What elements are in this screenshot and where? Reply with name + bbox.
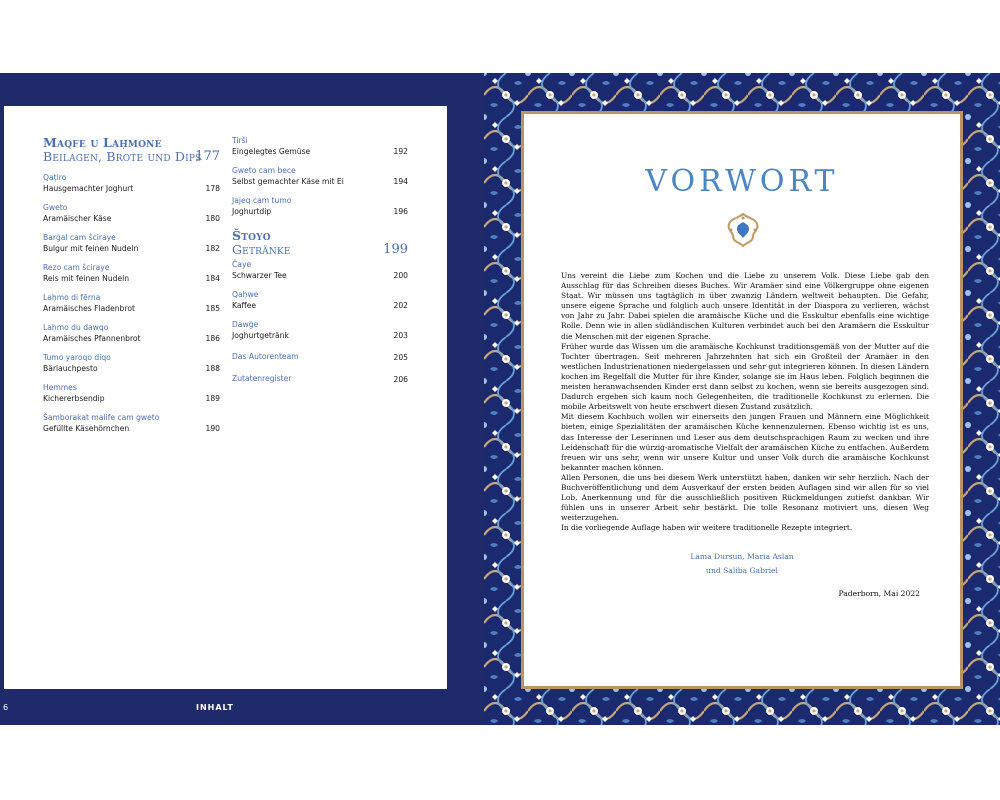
- entry-title-german: Kichererbsendip: [43, 394, 105, 403]
- entry-page-number: 178: [205, 184, 220, 193]
- entry-title-german: Eingelegtes Gemüse: [232, 147, 311, 156]
- entry-title-german: Schwarzer Tee: [232, 271, 287, 280]
- entry-page-number: 186: [205, 334, 220, 343]
- entry-title-aramaic: Laḥmo du dawqo: [43, 323, 109, 332]
- entry-page-number: 184: [205, 274, 220, 283]
- preface-text: [561, 271, 929, 533]
- toc-section-heading: [232, 229, 408, 257]
- entry-page-number: 200: [393, 271, 408, 280]
- toc-entry[interactable]: [232, 166, 408, 187]
- toc-entry-list: [232, 136, 408, 217]
- entry-title-aramaic: Qaḥwe: [232, 290, 259, 299]
- entry-title-aramaic: Barġal cam ŝciraye: [43, 233, 116, 242]
- entry-title-german: Kaffee: [232, 301, 257, 310]
- section-title-aramaic: Maqfe u Laḥmone: [43, 135, 162, 150]
- entry-title-german: Reis mit feinen Nudeln: [43, 274, 130, 283]
- entry-page-number: 196: [393, 207, 408, 216]
- toc-entry[interactable]: [43, 233, 220, 254]
- toc-entry[interactable]: [232, 136, 408, 157]
- toc-column-1: [43, 136, 220, 434]
- preface-paragraph: Früher wurde das Wissen um die aramäische Kochkunst traditionsgemäß von der Mutter auf die Tochter übertragen. Seit mehreren Jahrzehnten hat sich ein Großteil der Aramäer in den westlichen Industrienationen niedergelassen und sehr gut integrieren können. In diesen Ländern kochen im Regelfall die Mutter für ihre Kinder, solange sie im Haus leben. Folglich beginnen die meisten heranwachsenden Kinder erst dann selbst zu kochen, wenn sie bereits ausgezogen sind. Dadurch ergeben sich kaum noch Gelegenheiten, die traditionelle Kochkunst zu erlernen. Die mobile Arbeitswelt von heute erschwert diesen Zustand zusätzlich.: [561, 341, 929, 412]
- section-title-german: Getränke: [232, 242, 291, 257]
- entry-title-german: Aramäisches Fladenbrot: [43, 304, 135, 313]
- entry-page-number: 188: [205, 364, 220, 373]
- toc-entry-list: [43, 173, 220, 434]
- entry-title-german: Hausgemachter Joghurt: [43, 184, 134, 193]
- entry-title-aramaic: Rezo cam ŝciraye: [43, 263, 110, 272]
- entry-title-aramaic: Gweto cam bece: [232, 166, 296, 175]
- entry-title-german: Bärlauchpesto: [43, 364, 98, 373]
- preface-paragraph: In die vorliegende Auflage haben wir weitere traditionelle Rezepte integriert.: [561, 523, 853, 533]
- entry-page-number: 189: [205, 394, 220, 403]
- section-page-number: 199: [383, 242, 408, 257]
- toc-entry[interactable]: [43, 383, 220, 404]
- entry-page-number: 206: [393, 375, 408, 384]
- entry-title-german: Aramäisches Pfannenbrot: [43, 334, 141, 343]
- entry-title-aramaic: Dawġe: [232, 320, 259, 329]
- place-date: Paderborn, Mai 2022: [838, 589, 920, 598]
- entry-title-german: Aramäischer Käse: [43, 214, 112, 223]
- entry-page-number: 182: [205, 244, 220, 253]
- section-page-number: 177: [195, 149, 220, 164]
- entry-title-aramaic: Tirši: [232, 136, 248, 145]
- toc-section-heading: [43, 136, 220, 164]
- authors-line-1: Lama Dursun, Maria Aslan: [690, 552, 794, 561]
- toc-entry[interactable]: [43, 173, 220, 194]
- entry-page-number: 190: [205, 424, 220, 433]
- entry-page-number: 192: [393, 147, 408, 156]
- toc-entry-list: [232, 260, 408, 341]
- preface-paragraph: Allen Personen, die uns bei diesem Werk unterstützt haben, danken wir sehr herzlich. Nach der Buchveröffentlichung und dem Ausverkauf der ersten beiden Auflagen sind wir allen für so viel Lob, Anerkennung und für die ausschließlich positiven Rückmeldungen zutiefst dankbar. Wir fühlen uns in unserer Arbeit sehr bestärkt. Die tolle Resonanz motiviert uns, diesen Weg weiterzugehen.: [561, 472, 929, 523]
- authors: [524, 550, 960, 578]
- table-of-contents: [4, 106, 447, 689]
- entry-title-aramaic: Qaṭiro: [43, 173, 67, 182]
- entry-title-aramaic: Hemmes: [43, 383, 77, 392]
- toc-entry[interactable]: [43, 293, 220, 314]
- section-title-german: Beilagen, Brote und Dips: [43, 149, 202, 164]
- toc-entry[interactable]: [232, 373, 408, 385]
- entry-page-number: 203: [393, 331, 408, 340]
- entry-page-number: 180: [205, 214, 220, 223]
- toc-entry[interactable]: [43, 323, 220, 344]
- entry-title: Das Autorenteam: [232, 352, 299, 361]
- toc-entry[interactable]: [232, 351, 408, 363]
- preface-title: VORWORT: [645, 164, 839, 199]
- toc-entry[interactable]: [232, 320, 408, 341]
- entry-title-aramaic: Jajeq cam tumo: [232, 196, 292, 205]
- left-page-background: [0, 73, 484, 725]
- entry-title: Zutatenregister: [232, 374, 292, 383]
- entry-page-number: 205: [393, 353, 408, 362]
- toc-column-2: [232, 136, 408, 385]
- entry-title-aramaic: Čaye: [232, 260, 252, 269]
- entry-title-german: Selbst gemachter Käse mit Ei: [232, 177, 344, 186]
- preface-paragraph: Uns vereint die Liebe zum Kochen und die Liebe zu unserem Volk. Diese Liebe gab den Ausschlag für das Schreiben dieses Buches. Wir Aramäer sind eine Völkergruppe ohne eigenen Staat. Wir müssen uns tagtäglich in über zwanzig Ländern weltweit behaupten. Die Gefahr, unsere eigene Sprache und folglich auch unsere Identität in der Diaspora zu verlieren, wächst von Jahr zu Jahr. Dabei spielen die aramäische Küche und die Esskultur ebenfalls eine wichtige Rolle. Denn wie in allen südländischen Kulturen verbindet auch bei den Aramäern die Esskultur die Menschen mit der eigenen Sprache.: [561, 271, 929, 341]
- entry-title-german: Joghurtdip: [232, 207, 272, 216]
- preface-paragraph: Mit diesem Kochbuch wollen wir einerseits den jungen Frauen und Männern eine Möglichkeit bieten, einige Spezialitäten der aramäischen Küche kennenzulernen. Ebenso wichtig ist es uns, das Interesse der Leserinnen und Leser aus dem deutschsprachigen Raum zu wecken und ihre Leidenschaft für die würzig-aromatische Vielfalt der aramäischen Küche zu entfachen. Außerdem freuen wir uns sehr, wenn wir unsere Kultur und unser Volk durch die aramäische Kochkunst bekannter machen können.: [561, 412, 929, 472]
- entry-title-aramaic: Šamborakat malife cam gweto: [43, 413, 160, 422]
- toc-entry[interactable]: [43, 353, 220, 374]
- right-page-background: [484, 73, 1000, 725]
- entry-page-number: 202: [393, 301, 408, 310]
- arabesque-ornament-icon: [725, 212, 761, 248]
- page-number: 6: [3, 703, 9, 712]
- toc-extra-list: [232, 351, 408, 385]
- entry-title-german: Gefüllte Käsehörnchen: [43, 424, 130, 433]
- entry-title-aramaic: Tumo yaroqo diqo: [43, 353, 111, 362]
- authors-line-2: und Saliba Gabriel: [706, 566, 778, 575]
- toc-entry[interactable]: [43, 203, 220, 224]
- entry-page-number: 185: [205, 304, 220, 313]
- toc-entry[interactable]: [232, 260, 408, 281]
- entry-title-aramaic: Laḥmo di fērna: [43, 293, 101, 302]
- section-title-aramaic: Štoyo: [232, 228, 271, 243]
- toc-entry[interactable]: [232, 290, 408, 311]
- preface-card: [521, 111, 963, 689]
- running-head: INHALT: [196, 703, 234, 712]
- toc-entry[interactable]: [232, 196, 408, 217]
- entry-title-german: Bulgur mit feinen Nudeln: [43, 244, 139, 253]
- entry-title-german: Joghurtgetränk: [232, 331, 289, 340]
- entry-title-aramaic: Gweto: [43, 203, 68, 212]
- entry-page-number: 194: [393, 177, 408, 186]
- toc-entry[interactable]: [43, 263, 220, 284]
- toc-entry[interactable]: [43, 413, 220, 434]
